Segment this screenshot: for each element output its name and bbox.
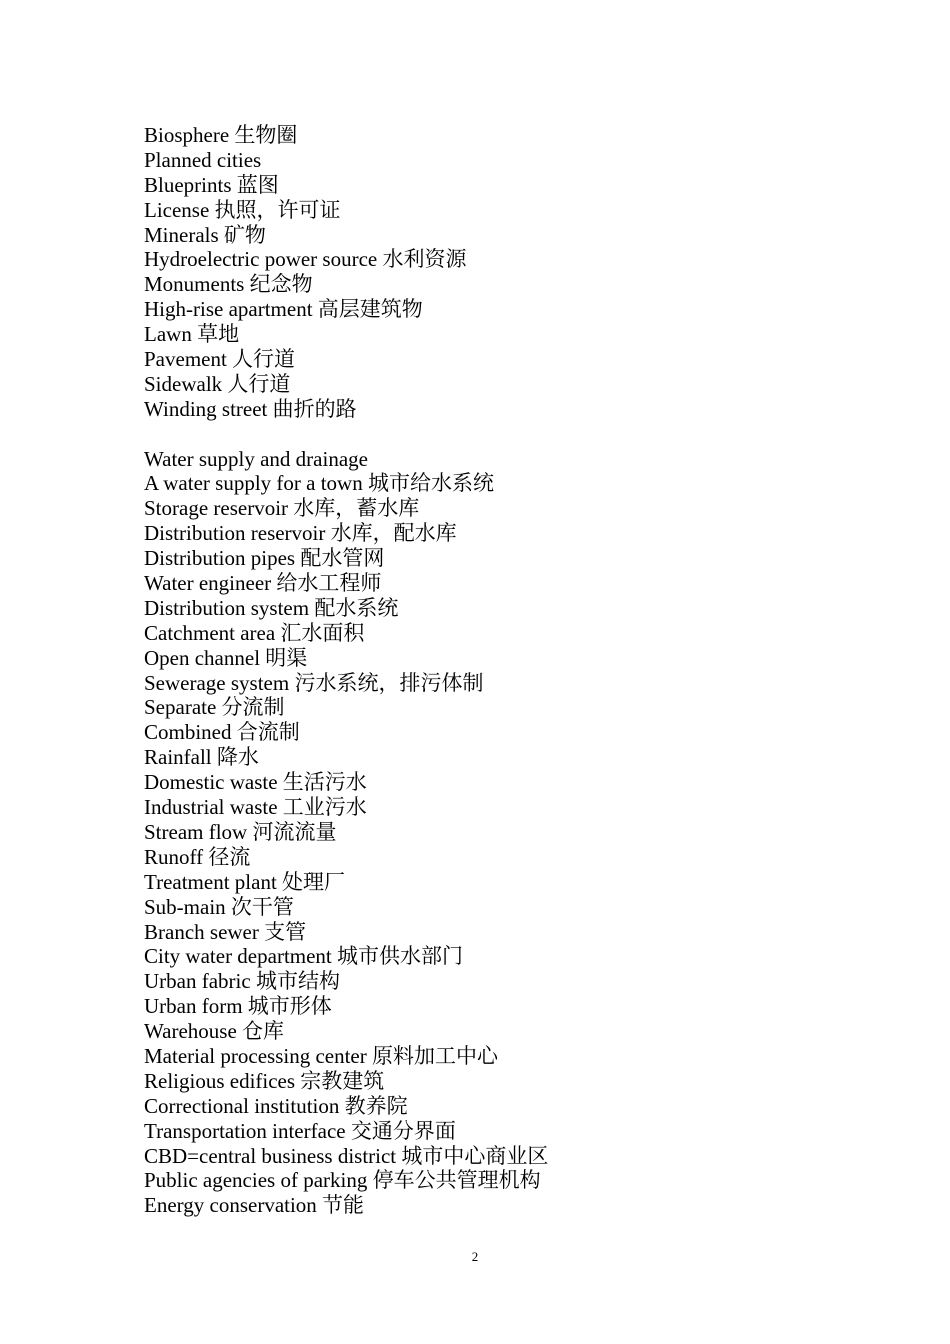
vocabulary-entry: Material processing center 原料加工中心 [144, 1043, 498, 1068]
vocabulary-entry: City water department 城市供水部门 [144, 944, 464, 969]
vocabulary-entry: Water supply and drainage [144, 446, 368, 471]
vocabulary-entry: Monuments 纪念物 [144, 272, 313, 297]
vocabulary-entry: Urban fabric 城市结构 [144, 969, 340, 994]
vocabulary-entry: Distribution system 配水系统 [144, 595, 399, 620]
vocabulary-entry: Distribution pipes 配水管网 [144, 546, 385, 571]
vocabulary-entry: Religious edifices 宗教建筑 [144, 1068, 385, 1093]
vocabulary-entry: Sidewalk 人行道 [144, 371, 291, 396]
page-number: 2 [471, 1249, 479, 1264]
vocabulary-entry: Biosphere 生物圈 [144, 123, 298, 147]
section-spacer [144, 422, 844, 447]
vocabulary-entry: Distribution reservoir 水库，配水库 [144, 521, 457, 546]
vocabulary-entry: CBD=central business district 城市中心商业区 [144, 1143, 549, 1168]
vocabulary-entry: Runoff 径流 [144, 844, 251, 869]
vocabulary-entry: Urban form 城市形体 [144, 994, 332, 1019]
vocabulary-entry: Planned cities [144, 147, 262, 172]
vocabulary-entry: A water supply for a town 城市给水系统 [144, 471, 494, 496]
vocabulary-entry: Domestic waste 生活污水 [144, 770, 367, 795]
vocabulary-entry: Warehouse 仓库 [144, 1019, 285, 1044]
vocabulary-entry: Energy conservation 节能 [144, 1193, 365, 1218]
vocabulary-entry: Transportation interface 交通分界面 [144, 1118, 456, 1143]
vocabulary-entry: Sub-main 次干管 [144, 894, 294, 919]
vocabulary-entry: Treatment plant 处理厂 [144, 869, 346, 894]
vocabulary-entry: Pavement 人行道 [144, 347, 296, 372]
vocabulary-entry: Water engineer 给水工程师 [144, 571, 382, 596]
vocabulary-entry: Blueprints 蓝图 [144, 172, 279, 197]
vocabulary-section-urban [144, 123, 844, 422]
vocabulary-entry: Lawn 草地 [144, 322, 240, 347]
vocabulary-list [144, 123, 844, 1218]
vocabulary-entry: High-rise apartment 高层建筑物 [144, 297, 423, 322]
vocabulary-entry: Industrial waste 工业污水 [144, 795, 367, 820]
vocabulary-entry: Storage reservoir 水库，蓄水库 [144, 496, 420, 521]
vocabulary-entry: Winding street 曲折的路 [144, 396, 357, 421]
vocabulary-entry: Catchment area 汇水面积 [144, 620, 365, 645]
vocabulary-entry: Public agencies of parking 停车公共管理机构 [144, 1168, 541, 1193]
vocabulary-entry: Hydroelectric power source 水利资源 [144, 247, 467, 272]
vocabulary-entry: Branch sewer 支管 [144, 919, 307, 944]
vocabulary-entry: Separate 分流制 [144, 695, 285, 720]
vocabulary-entry: Combined 合流制 [144, 720, 300, 745]
vocabulary-entry: Sewerage system 污水系统，排污体制 [144, 670, 484, 695]
vocabulary-entry: Stream flow 河流流量 [144, 819, 337, 844]
vocabulary-entry: Rainfall 降水 [144, 745, 259, 770]
vocabulary-entry: Open channel 明渠 [144, 645, 308, 670]
vocabulary-entry: Minerals 矿物 [144, 222, 266, 247]
vocabulary-entry: License 执照，许可证 [144, 197, 341, 222]
vocabulary-section-water [144, 447, 844, 1219]
vocabulary-entry: Correctional institution 教养院 [144, 1093, 408, 1118]
